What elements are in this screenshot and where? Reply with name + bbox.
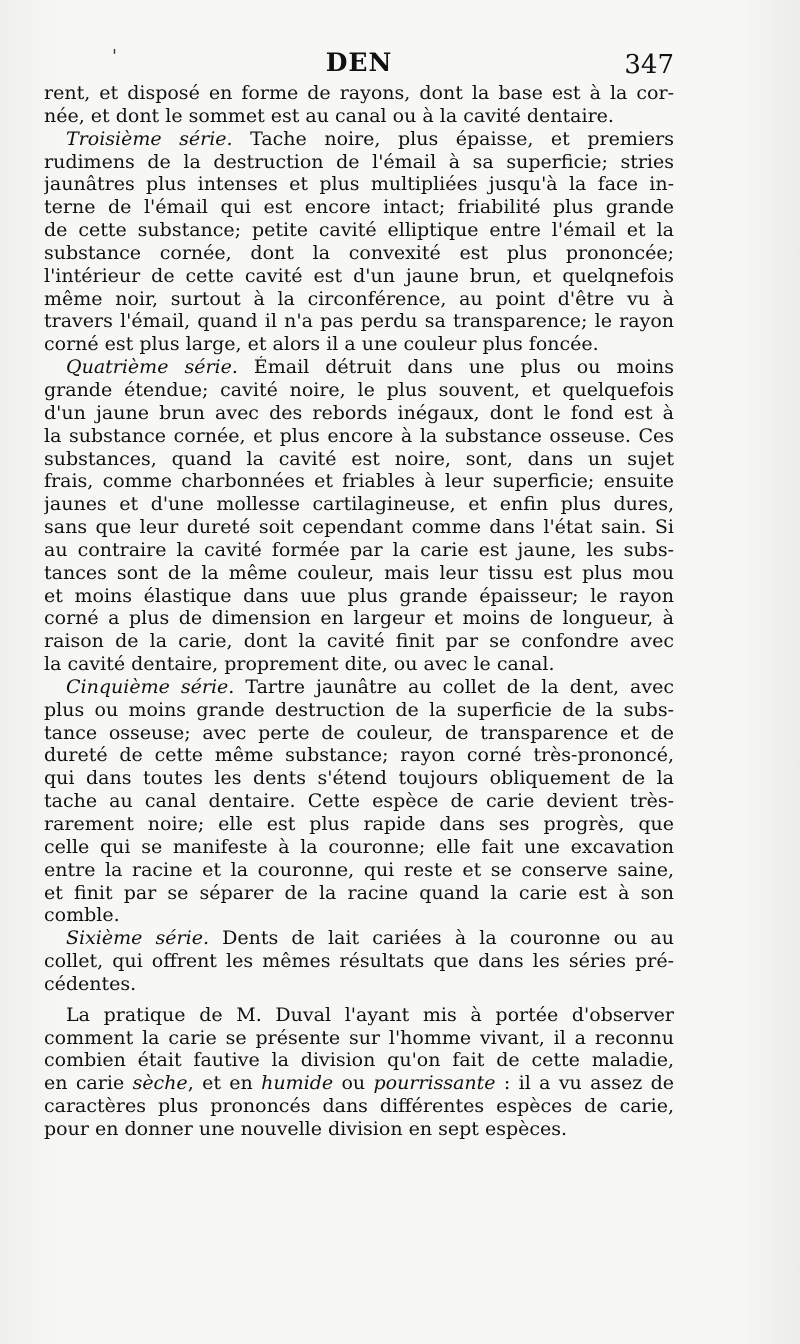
text-line: [44, 882, 674, 905]
text-line: [44, 607, 674, 630]
line-text: combien était fautive la division qu'on fait de cette maladie,: [44, 1049, 674, 1072]
text-line: [44, 493, 674, 516]
italic-text: Sixième série.: [66, 927, 209, 950]
line-text: : il a vu assez de: [495, 1072, 674, 1095]
text-line: [44, 82, 674, 105]
line-text: jaunes et d'une mollesse cartilagineuse, et enfin plus dures,: [44, 493, 674, 516]
header-mark: ': [112, 46, 117, 67]
text-line: [44, 196, 674, 219]
text-line: [44, 1095, 674, 1118]
line-text: corné est plus large, et alors il a une couleur plus foncée.: [44, 333, 599, 356]
line-text: Tartre jaunâtre au collet de la dent, avec: [234, 675, 674, 698]
text-line: [44, 744, 674, 767]
text-line: [44, 1049, 674, 1072]
line-text: dureté de cette même substance; rayon corné très-prononcé,: [44, 744, 674, 767]
text-line: [44, 722, 674, 745]
line-text: entre la racine et la couronne, qui reste et se conserve saine,: [44, 858, 674, 881]
page-number: 347: [624, 50, 674, 80]
text-line: [44, 539, 674, 562]
text-line: [44, 653, 674, 676]
text-line: [44, 448, 674, 471]
text-line: [44, 242, 674, 265]
text-line: [44, 813, 674, 836]
line-text: substances, quand la cavité est noire, sont, dans un sujet: [44, 447, 674, 470]
text-line: [44, 585, 674, 608]
line-text: tance osseuse; avec perte de couleur, de transparence et de: [44, 721, 674, 744]
italic-text: Quatrième série.: [66, 356, 238, 379]
line-text: travers l'émail, quand il n'a pas perdu sa transparence; le rayon: [44, 310, 674, 333]
text-line: [44, 927, 674, 950]
line-text: en carie: [44, 1072, 133, 1095]
line-text: cédentes.: [44, 972, 137, 995]
text-line: [44, 470, 674, 493]
line-text: sans que leur dureté soit cependant comme dans l'état sain. Si: [44, 516, 674, 539]
text-line: [44, 699, 674, 722]
text-line: [44, 151, 674, 174]
line-text: comble.: [44, 904, 120, 927]
body-text: [44, 82, 674, 1141]
line-text: collet, qui offrent les mêmes résultats que dans les séries pré-: [44, 950, 674, 973]
line-text: rarement noire; elle est plus rapide dans ses progrès, que: [44, 813, 674, 835]
text-line: [44, 562, 674, 585]
line-text: grande étendue; cavité noire, le plus souvent, et quelquefois: [44, 378, 674, 401]
text-line: [44, 219, 674, 242]
italic-text: sèche: [132, 1072, 188, 1095]
line-text: Émail détruit dans une plus ou moins: [237, 356, 674, 379]
text-line: [44, 767, 674, 790]
line-text: qui dans toutes les dents s'étend toujours obliquement de la: [44, 767, 674, 790]
line-text: d'un jaune brun avec des rebords inégaux, dont le fond est à: [44, 401, 674, 424]
text-line: [44, 516, 674, 539]
text-line: [44, 128, 674, 151]
text-line: [44, 790, 674, 813]
line-text: Dents de lait cariées à la couronne ou au: [209, 927, 674, 950]
text-line: [44, 173, 674, 196]
italic-text: humide: [261, 1072, 334, 1095]
text-line: [44, 425, 674, 448]
text-line: [44, 904, 674, 927]
running-header: [44, 46, 674, 78]
line-text: pour en donner une nouvelle division en sept espèces.: [44, 1117, 568, 1140]
line-text: La pratique de M. Duval l'ayant mis à portée d'observer: [66, 1003, 674, 1026]
italic-text: pourrissante: [373, 1072, 496, 1095]
running-title: DEN: [325, 48, 393, 77]
text-line: [44, 1072, 674, 1095]
line-text: raison de la carie, dont la cavité finit par se confondre avec: [44, 630, 674, 653]
line-text: substance cornée, dont la convexité est plus prononcée;: [44, 241, 674, 264]
text-line: [44, 333, 674, 356]
line-text: et finit par se séparer de la racine quand la carie est à son: [44, 881, 674, 904]
line-text: au contraire la cavité formée par la carie est jaune, les subs-: [44, 538, 674, 561]
line-text: Tache noire, plus épaisse, et premiers: [232, 127, 674, 150]
text-line: [44, 630, 674, 653]
line-text: terne de l'émail qui est encore intact; friabilité plus grande: [44, 196, 674, 219]
line-text: celle qui se manifeste à la couronne; elle fait une excavation: [44, 835, 674, 858]
line-text: la substance cornée, et plus encore à la substance osseuse. Ces: [44, 424, 674, 447]
line-text: même noir, surtout à la circonférence, au point d'être vu à: [44, 287, 674, 310]
italic-text: Troisième série.: [66, 127, 233, 150]
line-text: tances sont de la même couleur, mais leur tissu est plus mou: [44, 561, 674, 584]
text-line: [44, 265, 674, 288]
text-line: [44, 676, 674, 699]
text-line: [44, 950, 674, 973]
line-text: tache au canal dentaire. Cette espèce de carie devient très-: [44, 790, 674, 813]
line-text: caractères plus prononcés dans différentes espèces de carie,: [44, 1095, 674, 1118]
line-text: jaunâtres plus intenses et plus multipliées jusqu'à la face in-: [44, 173, 674, 196]
text-line: [44, 1004, 674, 1027]
line-text: et moins élastique dans uue plus grande épaisseur; le rayon: [44, 584, 674, 607]
line-text: rent, et disposé en forme de rayons, dont la base est à la cor-: [44, 82, 674, 104]
line-text: ou: [333, 1072, 374, 1095]
line-text: comment la carie se présente sur l'homme vivant, il a reconnu: [44, 1026, 674, 1049]
text-line: [44, 1027, 674, 1050]
line-text: corné a plus de dimension en largeur et moins de longueur, à: [44, 607, 674, 630]
text-line: [44, 973, 674, 996]
line-text: née, et dont le sommet est au canal ou à la cavité dentaire.: [44, 104, 614, 127]
line-text: plus ou moins grande destruction de la superficie de la subs-: [44, 698, 674, 721]
text-line: [44, 1118, 674, 1141]
text-line: [44, 310, 674, 333]
text-line: [44, 836, 674, 859]
line-text: frais, comme charbonnées et friables à leur superficie; ensuite: [44, 470, 674, 493]
text-line: [44, 105, 674, 128]
text-line: [44, 356, 674, 379]
text-line: [44, 288, 674, 311]
line-text: rudimens de la destruction de l'émail à sa superficie; stries: [44, 150, 674, 173]
line-text: la cavité dentaire, proprement dite, ou avec le canal.: [44, 653, 555, 676]
line-text: , et en: [187, 1072, 262, 1095]
line-text: l'intérieur de cette cavité est d'un jaune brun, et quelqnefois: [44, 264, 674, 287]
text-line: [44, 379, 674, 402]
text-line: [44, 859, 674, 882]
italic-text: Cinquième série.: [66, 675, 235, 698]
line-text: de cette substance; petite cavité elliptique entre l'émail et la: [44, 219, 674, 242]
text-line: [44, 402, 674, 425]
